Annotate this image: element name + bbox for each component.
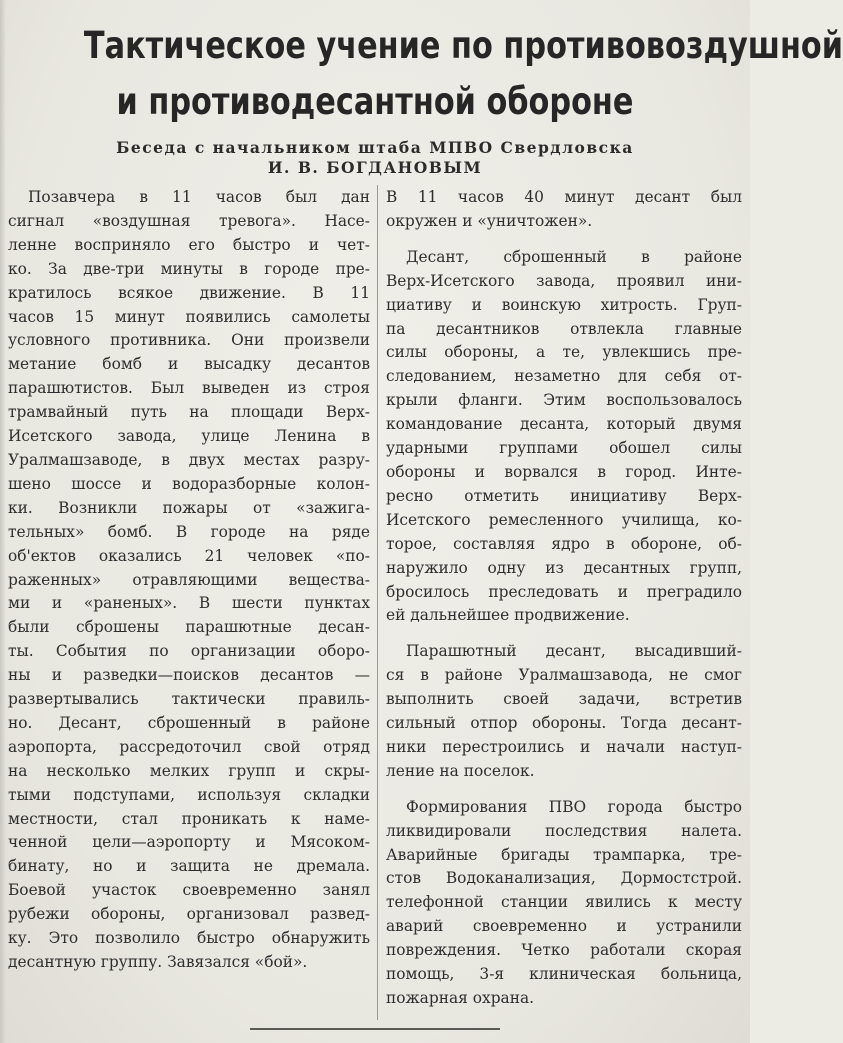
subtitle-line: И. В. БОГДАНОВЫМ (267, 158, 483, 177)
text-line: торое, составляя ядро в обороне, об- (386, 534, 742, 553)
text-line: стов Водоканализация, Дормостстрой. (386, 869, 742, 888)
text-line: парашютистов. Был выведен из строя (8, 379, 370, 398)
text-line: силы обороны, а те, увлекшись пре- (386, 343, 742, 362)
text-line: Позавчера в 11 часов был дан (28, 188, 370, 206)
text-line: окружен и «уничтожен». (386, 211, 593, 230)
text-line: ко. За две-три минуты в городе пре- (8, 259, 370, 278)
text-line: па десантников отвлекла главные (386, 319, 742, 338)
text-line: Парашютный десант, высадивший- (406, 642, 742, 661)
text-line: ку. Это позволило быстро обнаружить (8, 929, 370, 948)
paragraph (386, 246, 742, 629)
page-edge-shadow (0, 0, 6, 1043)
paragraph-gap (386, 784, 742, 796)
text-line: аэропорта, рассредоточил свой отряд (8, 737, 370, 756)
text-line: ми и «раненых». В шести пунктах (8, 594, 370, 613)
text-line: ченной цели—аэропорту и Мясоком- (8, 833, 370, 852)
text-line: но. Десант, сброшенный в районе (8, 713, 370, 732)
text-line: Десант, сброшенный в районе (406, 247, 742, 266)
text-line: повреждения. Четко работали скорая (386, 941, 742, 960)
article-end-rule (250, 1028, 500, 1030)
right-column (386, 186, 742, 1011)
text-line: сильный отпор обороны. Тогда десант- (386, 714, 742, 733)
text-line: часов 15 минут появились самолеты (8, 307, 370, 326)
text-line: выполнить своей задачи, встретив (386, 690, 742, 709)
text-line: условного противника. Они произвели (8, 331, 370, 350)
headline-line: Тактическое учение по противовоздушной (83, 24, 843, 67)
article-subtitle (20, 138, 730, 178)
text-line: обороны и ворвался в город. Инте- (386, 462, 742, 481)
text-line: Уралмашзаводе, в двух местах разру- (8, 450, 370, 469)
paragraph (386, 796, 742, 1011)
text-line: аварий своевременно и устранили (386, 917, 742, 936)
text-line: ресно отметить инициативу Верх- (386, 486, 742, 505)
text-line: телефонной станции явились к месту (386, 893, 742, 912)
paragraph-gap (386, 628, 742, 640)
text-line: на несколько мелких групп и скры- (8, 761, 370, 780)
text-line: следованием, незаметно для себя от- (386, 367, 742, 386)
text-line: наружило одну из десантных групп, (386, 558, 742, 577)
text-line: Исетского ремесленного училища, ко- (386, 510, 742, 529)
text-line: местности, стал проникать к наме- (8, 809, 370, 828)
text-line: В 11 часов 40 минут десант был (386, 188, 742, 206)
text-line: ся в районе Уралмашзавода, не смог (386, 666, 742, 685)
text-line: Формирования ПВО города быстро (406, 797, 742, 816)
text-line: Боевой участок своевременно занял (8, 881, 370, 900)
column-divider (377, 185, 378, 1020)
text-line: ударными группами обошел силы (386, 439, 742, 458)
left-column (8, 186, 370, 975)
text-line: ление на поселок. (386, 761, 535, 780)
text-line: шено шоссе и водоразборные колон- (8, 474, 370, 493)
paragraph (386, 186, 742, 234)
subtitle-line: Беседа с начальником штаба МПВО Свердловска (116, 138, 634, 157)
text-line: раженных» отравляющими вещества- (8, 570, 370, 589)
text-line: тельных» бомб. В городе на ряде (8, 522, 370, 541)
text-line: рубежи обороны, организовал развед- (8, 905, 370, 924)
text-line: командование десанта, который двумя (386, 415, 742, 434)
text-line: ты. События по организации оборо- (8, 642, 370, 661)
text-line: трамвайный путь на площади Верх- (8, 403, 370, 422)
text-line: ки. Возникли пожары от «зажига- (8, 498, 370, 517)
text-line: ны и разведки—поисков десантов — (8, 666, 370, 685)
text-line: помощь, 3-я клиническая больница, (386, 965, 742, 984)
text-line: Аварийные бригады трампарка, тре- (386, 845, 742, 864)
text-line: пожарная охрана. (386, 989, 535, 1007)
text-line: развертывались тактически правиль- (8, 690, 370, 709)
paragraph (386, 640, 742, 783)
text-line: бинату, но и защита не дремала. (8, 857, 370, 876)
text-line: Исетского завода, улице Ленина в (8, 427, 370, 446)
text-line: циативу и воинскую хитрость. Груп- (386, 295, 742, 314)
headline-line: и противодесантной обороне (116, 80, 634, 123)
text-line: бросилось преследовать и преградило (386, 582, 742, 601)
text-line: об'ектов оказались 21 человек «по- (8, 546, 370, 565)
text-line: тыми подступами, используя складки (8, 785, 370, 804)
text-line: ей дальнейшее продвижение. (386, 606, 630, 625)
paragraph-gap (386, 234, 742, 246)
text-line: были сброшены парашютные десан- (8, 618, 370, 637)
text-line: крыли фланги. Этим воспользовалось (386, 391, 742, 410)
text-line: ники перестроились и начали наступ- (386, 737, 742, 756)
text-line: Верх-Исетского завода, проявил ини- (386, 271, 742, 290)
text-line: ленне восприняло его быстро и чет- (8, 235, 370, 254)
text-line: метание бомб и высадку десантов (8, 355, 370, 374)
text-line: сигнал «воздушная тревога». Насе- (8, 211, 370, 230)
article-headline (83, 18, 843, 130)
text-line: кратилось всякое движение. В 11 (8, 283, 370, 302)
text-line: десантную группу. Завязался «бой». (8, 953, 308, 971)
text-line: ликвидировали последствия налета. (386, 821, 742, 840)
